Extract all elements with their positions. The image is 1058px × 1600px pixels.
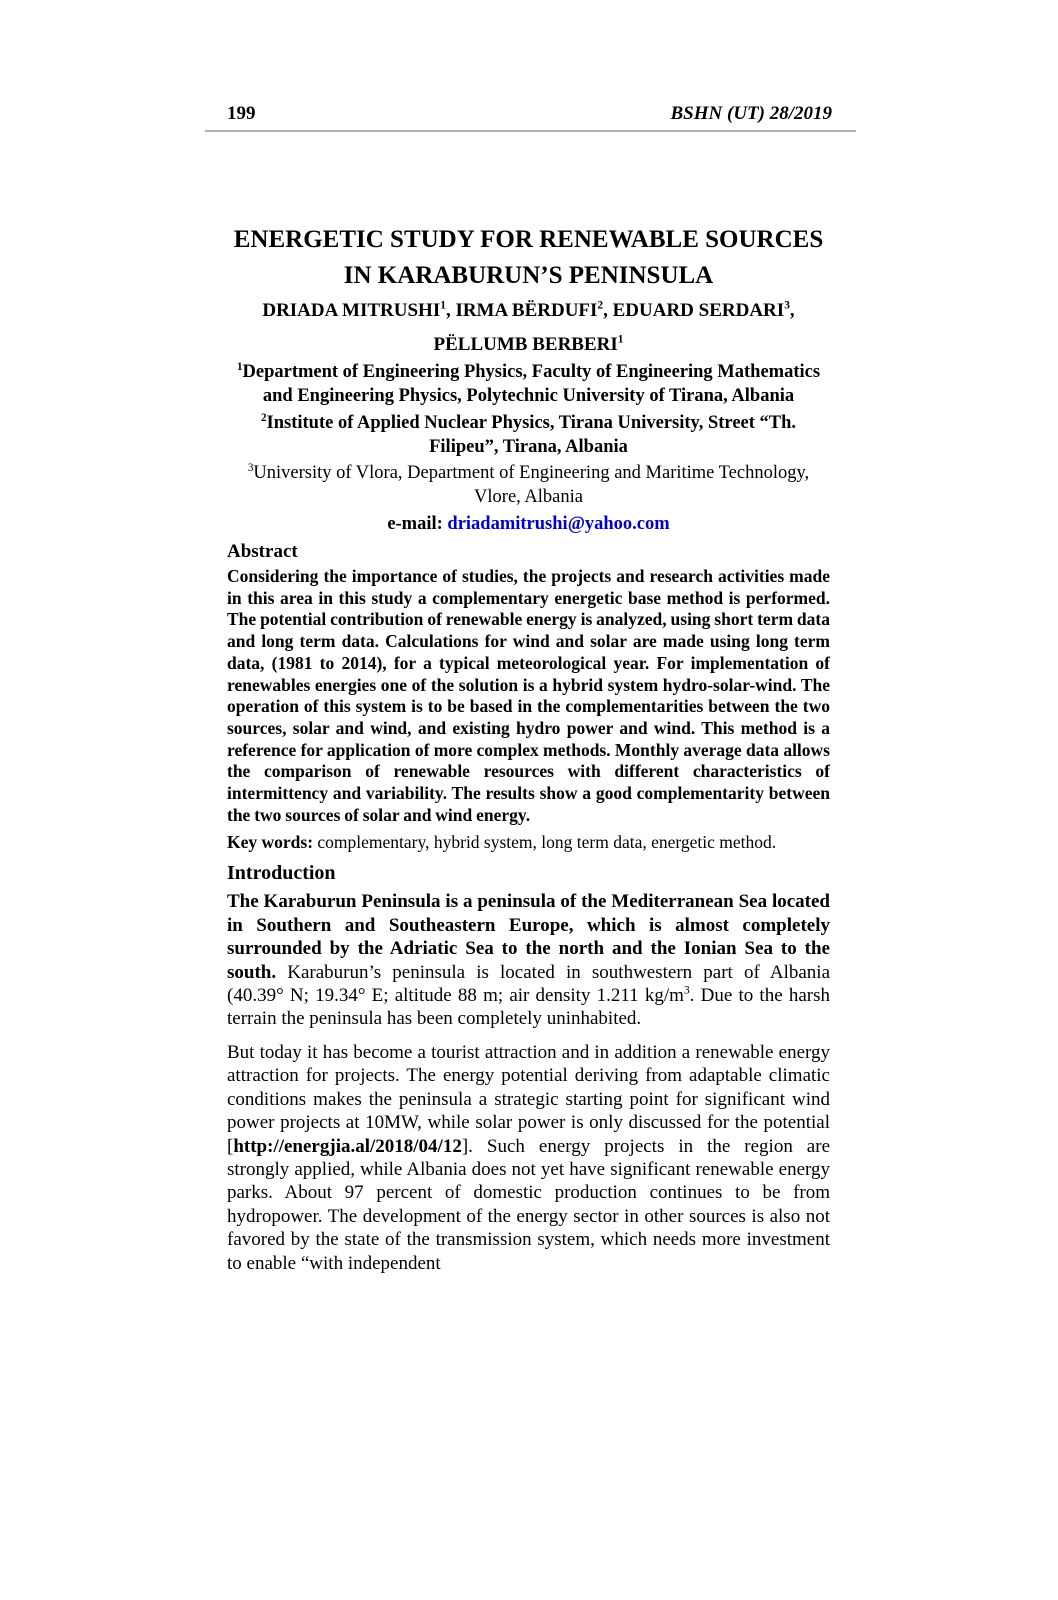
author-name: PËLLUMB BERBERI [433, 334, 618, 355]
author-affiliation-sup: 1 [440, 299, 446, 312]
author-affiliation-sup: 1 [617, 333, 624, 346]
cubic-meter-sup: 3 [683, 984, 690, 997]
affiliation-2 [227, 411, 830, 459]
keywords-line [227, 831, 830, 853]
affiliation-text: Institute of Applied Nuclear Physics, Tirana University, Street “Th. Filipeu”, Tirana, Albania [266, 413, 797, 457]
paper-title-line-1: ENERGETIC STUDY FOR RENEWABLE SOURCES [233, 226, 824, 253]
url-text: http://energjia.al/2018/04/12 [233, 1135, 462, 1157]
page [0, 103, 1058, 1600]
intro-paragraph-2 [227, 1041, 830, 1275]
intro-paragraph-2-text: But today it has become a tourist attraction and in addition a renewable energy attraction for projects. The energy potential deriving from adaptable climatic conditions makes the peninsula a strategic starting point for significant wind power projects at 10MW, while solar power is only discussed for the potential [ [227, 1041, 830, 1157]
authors-line-1 [227, 298, 830, 324]
author-affiliation-sup: 3 [784, 299, 790, 312]
journal-reference: BSHN (UT) 28/2019 [670, 103, 832, 124]
intro-paragraph-2-text: ]. Such energy projects in the region are strongly applied, while Albania does not yet have significant renewable energy parks. About 97 percent of domestic production continues to be from hydropower. The development of the energy sector in other sources is also not favored by the state of the transmission system, which needs more investment to enable “with independent [227, 1135, 830, 1274]
email-link[interactable]: driadamitrushi@yahoo.com [447, 514, 670, 534]
authors-line-2 [227, 332, 830, 358]
email-line [227, 512, 830, 536]
introduction-heading: Introduction [227, 862, 336, 885]
intro-paragraph-1-lead-bold: The Karaburun Peninsula is a peninsula of the Mediterranean Sea located in Southern and Southeastern Europe, which is almost completely surrounded by the Adriatic Sea to the north and the Ionian Sea to the south. [227, 891, 830, 983]
intro-paragraph-1 [227, 890, 830, 1030]
affiliation-1 [227, 360, 830, 408]
affiliation-sup: 1 [236, 360, 243, 373]
email-label: e-mail: [387, 514, 448, 534]
author-name: DRIADA MITRUSHI [262, 300, 441, 321]
keywords-text: complementary, hybrid system, long term data, energetic method. [313, 832, 777, 853]
affiliation-3 [227, 461, 830, 509]
author-separator: , [603, 300, 613, 321]
abstract-heading: Abstract [227, 541, 298, 562]
article-body [227, 222, 830, 1275]
paper-title [227, 222, 830, 294]
intro-paragraph-1-text: Karaburun’s peninsula is located in southwestern part of Albania (40.39° N; 19.34° E; altitude 88 m; air density 1.211 kg/m [227, 961, 830, 1007]
affiliation-sup: 2 [260, 411, 267, 424]
affiliation-text: University of Vlora, Department of Engineering and Maritime Technology, Vlore, Albania [253, 463, 810, 507]
page-header [205, 103, 856, 132]
keywords-label: Key words: [227, 832, 314, 853]
author-name: EDUARD SERDARI [612, 300, 785, 321]
affiliation-text: Department of Engineering Physics, Faculty of Engineering Mathematics and Engineering Physics, Polytechnic University of Tirana, Albania [242, 362, 821, 406]
author-separator: , [445, 300, 456, 321]
affiliation-sup: 3 [247, 461, 254, 474]
page-number: 199 [227, 103, 256, 124]
author-name: IRMA BËRDUFI [455, 300, 598, 321]
intro-paragraph-1-text: . Due to the harsh terrain the peninsula has been completely uninhabited. [227, 985, 830, 1030]
author-affiliation-sup: 2 [597, 299, 604, 312]
author-separator: , [789, 300, 795, 321]
abstract-text: Considering the importance of studies, the projects and research activities made in this area in this study a complementary energetic base method is performed. The potential contribution of renewable energy is analyzed, using short term data and long term data. Calculations for wind and solar are made using long term data, (1981 to 2014), for a typical meteorological year. For implementation of renewables energies one of the solution is a hybrid system hydro-solar-wind. The operation of this system is to be based in the complementarities between the two sources, solar and wind, and existing hydro power and wind. This method is a reference for application of more complex methods. Monthly average data allows the comparison of renewable resources with different characteristics of intermittency and variability. The results show a good complementarity between the two sources of solar and wind energy. [227, 566, 830, 825]
paper-title-line-2: IN KARABURUN’S PENINSULA [343, 262, 714, 289]
